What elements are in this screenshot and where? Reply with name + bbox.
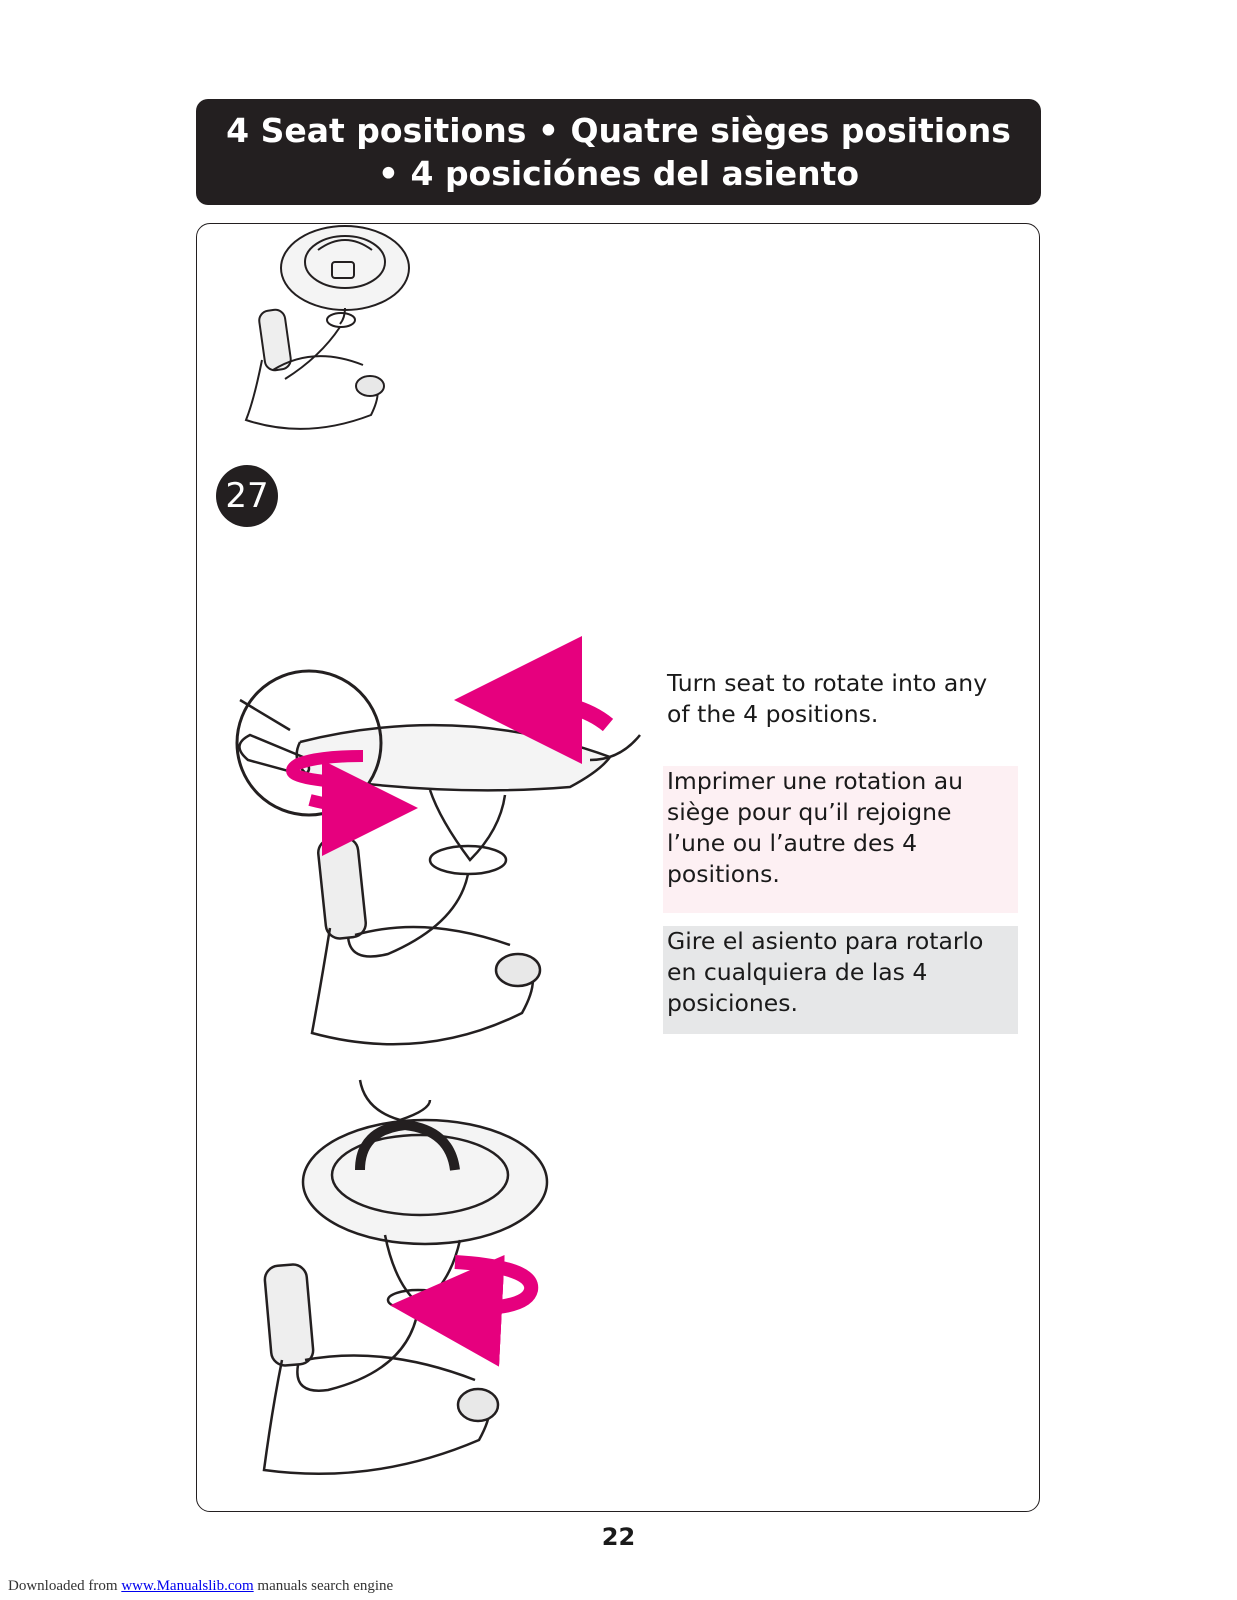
footer-suffix: manuals search engine xyxy=(253,1578,394,1594)
footer-prefix: Downloaded from xyxy=(8,1578,122,1594)
instruction-spanish: Gire el asiento para rotarlo en cualquiera de las 4 posiciones. xyxy=(663,926,1018,1034)
download-footer xyxy=(8,1578,393,1595)
instruction-english: Turn seat to rotate into any of the 4 positions. xyxy=(667,669,988,728)
section-title-line1: 4 Seat positions • Quatre sièges positions xyxy=(226,111,1011,150)
step-number-badge: 27 xyxy=(216,465,278,527)
page-number: 22 xyxy=(601,1523,636,1551)
section-title-line2: • 4 posiciónes del asiento xyxy=(377,154,860,193)
seat-lift-illustration xyxy=(264,1080,547,1474)
instruction-french: Imprimer une rotation au siège pour qu’il rejoigne l’une ou l’autre des 4 positions. xyxy=(663,766,1018,913)
rotate-seat-illustration xyxy=(237,671,640,1044)
manualslib-link[interactable]: www.Manualslib.com xyxy=(121,1578,254,1594)
small-swing-illustration xyxy=(246,226,409,429)
